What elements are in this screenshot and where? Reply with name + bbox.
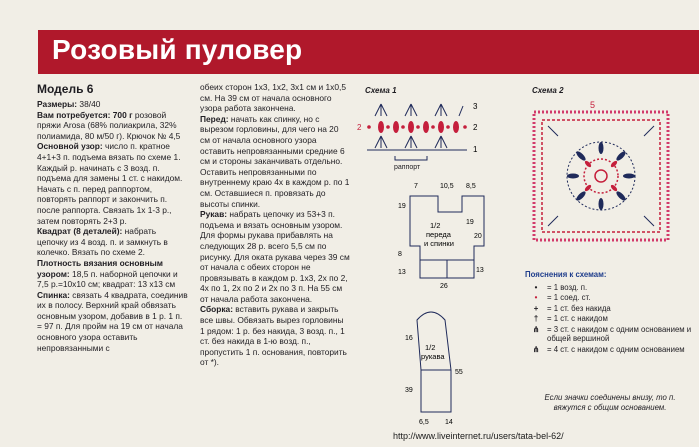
scheme1-title: Схема 1 — [365, 86, 397, 95]
scheme2-title: Схема 2 — [532, 86, 564, 95]
legend-title: Пояснения к схемам: — [525, 270, 607, 279]
legend-item: ⋔ = 4 ст. с накидом с одним основанием — [525, 345, 695, 355]
paragraph — [37, 99, 189, 110]
legend-item: + = 1 ст. без накида — [525, 304, 695, 314]
sleeve-right-dim: 55 — [455, 369, 463, 376]
paragraph-label: Размеры: — [37, 99, 78, 109]
paragraph — [37, 141, 189, 226]
front-left-dim-1: 19 — [398, 203, 406, 210]
legend-note: Если значки соединены внизу, то п. вяжутся с общим основанием. — [544, 393, 676, 412]
title-band — [38, 30, 699, 74]
paragraph-text: 18,5 п. наборной цепочки и 7,5 р.=10х10 см; квадрат: 13 х13 см — [37, 268, 178, 290]
front-top-dim-1: 7 — [414, 183, 418, 190]
legend-item: • = 1 соед. ст. — [525, 293, 695, 303]
front-back-pattern — [380, 178, 490, 298]
scheme2-diagram — [528, 98, 678, 246]
single-crochet-icon: + — [533, 303, 539, 313]
paragraph-text: число п. кратное 4+1+3 п. подъема вязать по схеме 1. Каждый р. начинать с 3 возд. п. подъема для замены 1 ст. с накидом. Начать с п. перед раппортом, повторять раппорт и закончить п. после раппорта. Связать 1х 1-3 р., затем повторять 2+3 р. — [37, 141, 183, 226]
scheme1-rapport: раппорт — [394, 164, 421, 171]
model-heading: Модель 6 — [37, 82, 94, 96]
double-crochet-icon: † — [533, 314, 539, 323]
scheme2-number-5: 5 — [590, 100, 596, 110]
paragraph — [200, 114, 350, 209]
sleeve-left-dim-1: 16 — [405, 335, 413, 342]
front-right-dim-1: 19 — [466, 219, 474, 226]
paragraph-text: начать как спинку, но с вырезом горловины, для чего на 20 см от начала основного узора оставить непровязанными средние 6 см и стороны заканчивать отдельно. Оставить непровязанными по внутреннему краю 4х в каждом р. по 1 см. Оставшиеся п. провязать до высоты спинки. — [200, 113, 350, 209]
front-bottom-dim: 26 — [440, 283, 448, 290]
paragraph-text: набрать цепочку из 4 возд. п. и замкнуть в колечко. Вязать по схеме 2. — [37, 226, 168, 258]
paragraph — [37, 258, 189, 290]
col2-body — [200, 82, 350, 368]
sleeve-bottom-dim-2: 14 — [445, 419, 453, 426]
front-label-3: и спинки — [424, 239, 454, 248]
paragraph — [37, 110, 189, 142]
paragraph-text: набрать цепочку из 53+3 п. подъема и вязать основным узором. Для формы рукава прибавлять на следующих 28 р. всего 5,5 см по рисунку. Для оката рукава через 39 см от начала с обеих сторон не провязывать в каждом р. 1х3, 2х по 2, 4х по 1, 2х по 2 и 2х по 3 п. На 55 см от начала работа закончена. — [200, 209, 350, 304]
text-column-2 — [200, 82, 350, 368]
legend-item: • = 1 возд. п. — [525, 283, 695, 293]
text-column-1 — [37, 82, 189, 353]
paragraph-label: Квадрат (8 деталей): — [37, 226, 123, 237]
paragraph-label: Рукав: — [200, 209, 228, 220]
paragraph — [200, 82, 350, 114]
scheme1-row-2-left: 2 — [357, 123, 362, 132]
front-right-dim-3: 13 — [476, 267, 484, 274]
sleeve-label-1: 1/2 — [425, 343, 436, 352]
paragraph — [200, 209, 350, 304]
cluster-3dc-icon: ⋔ — [532, 324, 540, 334]
paragraph-label: Плотность вязания основным узором: — [37, 257, 163, 279]
source-url: http://www.liveinternet.ru/users/tata-bel-62/ — [393, 431, 564, 441]
scheme1-diagram — [355, 96, 483, 166]
front-left-dim-2: 8 — [398, 251, 402, 258]
paragraph-text: связать 4 квадрата, соединив их в полосу. Верхний край обвязать основным узором, добавив в 1 р. 1 п. = 97 п. Для пройм на 19 см от начала основного узора оставить непровязанными с — [37, 289, 188, 353]
scheme1-row-2: 2 — [473, 123, 478, 132]
page-title: Розовый пуловер — [52, 34, 303, 65]
paragraph — [37, 226, 189, 258]
scheme1-row-1: 1 — [473, 145, 478, 154]
paragraph-text: розовой пряжи Arosa (68% полиакрила, 32% полиамида, 80 м/50 г). Крючок № 4,5 — [37, 109, 181, 141]
front-label-1: 1/2 — [430, 221, 441, 230]
front-label-2: переда — [426, 230, 451, 239]
sleeve-label-2: рукава — [421, 352, 445, 361]
sleeve-bottom-dim-1: 6,5 — [419, 419, 429, 426]
legend-item: † = 1 ст. с накидом — [525, 314, 695, 324]
paragraph-label: Перед: — [200, 113, 229, 124]
front-left-dim-3: 13 — [398, 269, 406, 276]
front-top-dim-2: 10,5 — [440, 183, 454, 190]
front-right-dim-2: 20 — [474, 233, 482, 240]
fan-4dc-icon: ⋔ — [532, 344, 540, 354]
sleeve-left-dim-2: 39 — [405, 387, 413, 394]
col1-body — [37, 99, 189, 353]
legend-item: ⋔ = 3 ст. с накидом с одним основанием и общей вершиной — [525, 325, 695, 344]
paragraph — [37, 290, 189, 354]
paragraph-text: обеих сторон 1х3, 1х2, 3х1 см и 1х0,5 см. На 39 см от начала основного узора работа закончена. — [200, 82, 346, 114]
paragraph-label: Основной узор: — [37, 141, 103, 152]
scheme1-row-3: 3 — [473, 102, 478, 111]
paragraph-text: вставить рукава и закрыть все швы. Обвязать вырез горловины 1 рядом: 1 р. без накида, 3 возд. п., 1 ст. без накида в 1-ю возд. п., пропустить 1 п. основания, повторить от *). — [200, 304, 347, 368]
paragraph-label: Вам потребуется: 700 г — [37, 109, 133, 120]
paragraph — [200, 304, 350, 368]
sleeve-pattern — [395, 300, 475, 430]
legend — [525, 270, 695, 355]
paragraph-label: Спинка: — [37, 289, 70, 300]
paragraph-label: Сборка: — [200, 304, 233, 315]
paragraph-text: 38/40 — [77, 99, 101, 109]
chain-stitch-icon: • — [534, 282, 538, 292]
slip-stitch-icon: • — [534, 293, 538, 302]
front-top-dim-3: 8,5 — [466, 183, 476, 190]
